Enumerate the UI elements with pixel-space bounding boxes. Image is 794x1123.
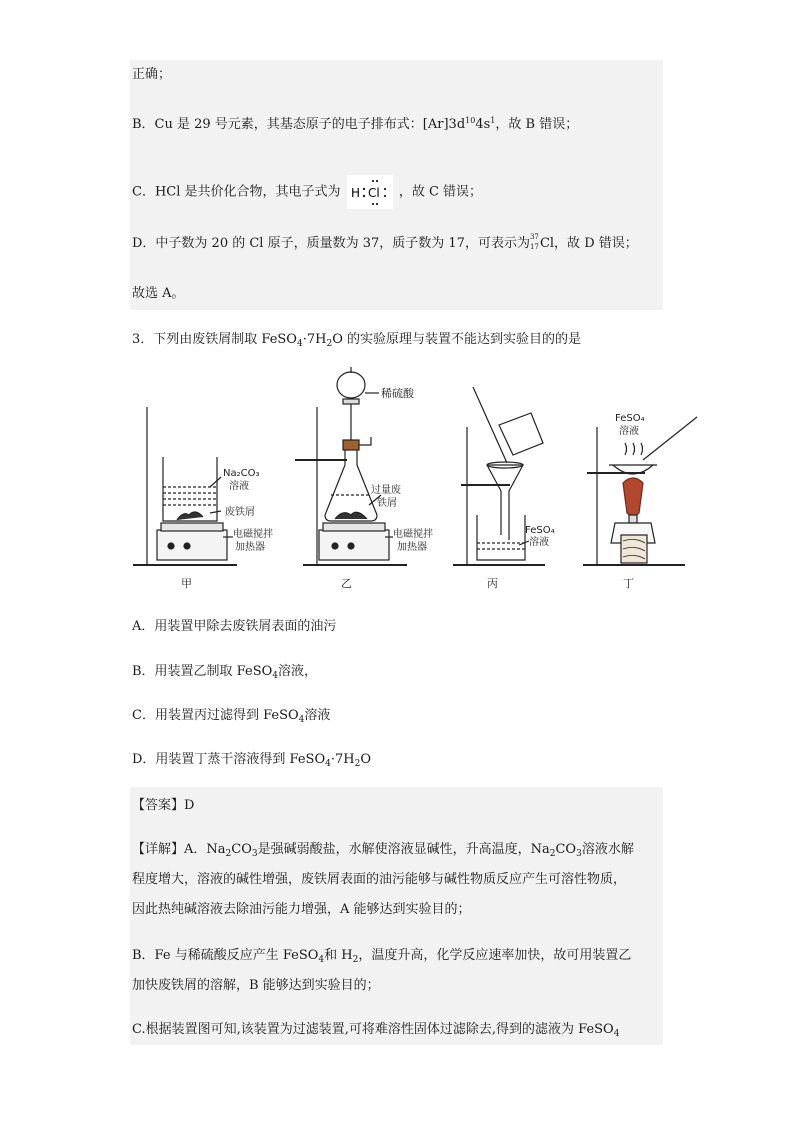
jia-heater-label: 加热器 [235,542,265,553]
apparatus-jia [133,407,237,565]
yi-heater-label: 加热器 [397,542,427,553]
svg-text:H: H [350,186,360,200]
detail-line-4: B．Fe 与稀硫酸反应产生 FeSO$_4$和 $H_2$，温度升高，化学反应速率加快，故可用装置乙 [132,948,632,965]
option-b-explanation: B．Cu 是 29 号元素，其基态原子的电子排布式：$[Ar]3d^{10}4s^1$，故 B 错误； [132,116,579,132]
detail-line-3: 因此热纯碱溶液去除油污能力增强，A 能够达到实验目的； [132,902,471,917]
yi-stirrer-label: 电磁搅拌 [393,529,433,540]
jia-stirrer-label: 电磁搅拌 [233,529,273,540]
hcl-electron-formula [347,175,393,209]
detail-line-1: 【详解】A．$Na_2CO_3$是强碱弱酸盐，水解使溶液显碱性，升高温度，$Na_2CO_3$溶液水解 [132,842,634,859]
option-d-explanation: D．中子数为 20 的 Cl 原子，质量数为 37，质子数为 17，可表示为 37 17 Cl，故 D 错误； [132,232,638,251]
apparatus-figure [125,365,705,595]
option-a: A．用装置甲除去废铁屑表面的油污 [132,619,337,634]
svg-text:Cl: Cl [367,186,380,200]
apparatus-ding [583,417,697,565]
caption-ding: 丁 [623,577,634,590]
option-d: D．用装置丁蒸干溶液得到 $FeSO_4\cdot 7H_2O$ [132,752,372,769]
yi-scrap-label: 铁屑 [377,498,397,509]
caption-yi: 乙 [341,577,352,590]
yi-acid-label: 稀硫酸 [381,387,414,400]
yi-excess-label: 过量废 [371,485,401,496]
caption-bing: 丙 [487,577,498,590]
jia-solution-label: 溶液 [229,481,249,492]
bing-feso4-label: FeSO₄ [525,525,555,536]
detail-line-5: 加快废铁屑的溶解，B 能够达到实验目的； [132,978,380,993]
jia-na2co3-label: Na₂CO₃ [223,468,260,479]
option-b: B．用装置乙制取 FeSO$_4$溶液， [132,664,318,681]
answer-label: 【答案】D [132,798,195,813]
caption-jia: 甲 [181,577,192,590]
text-line: 正确； [132,67,172,82]
bing-solution-label: 溶液 [529,537,549,548]
detail-line-2: 程度增大，溶液的碱性增强，废铁屑表面的油污能够与碱性物质反应产生可溶性物质， [132,872,627,887]
ding-solution-label: 溶液 [619,426,639,437]
question-stem: 3．下列由废铁屑制取 $FeSO_4\cdot 7H_2O$ 的实验原理与装置不能达到实验目的的是 [132,332,581,349]
option-c-explanation: C．HCl 是共价化合物，其电子式为 H Cl ，故 C 错误； [132,175,482,209]
detail-line-6: C.根据装置图可知,该装置为过滤装置,可将难溶性固体过滤除去,得到的滤液为 FeSO$_4$ [132,1022,620,1039]
text-line: 故选 A。 [132,286,185,301]
ding-feso4-label: FeSO₄ [615,413,645,424]
jia-scrap-label: 废铁屑 [225,507,255,518]
option-c: C．用装置丙过滤得到 FeSO$_4$溶液 [132,708,331,725]
